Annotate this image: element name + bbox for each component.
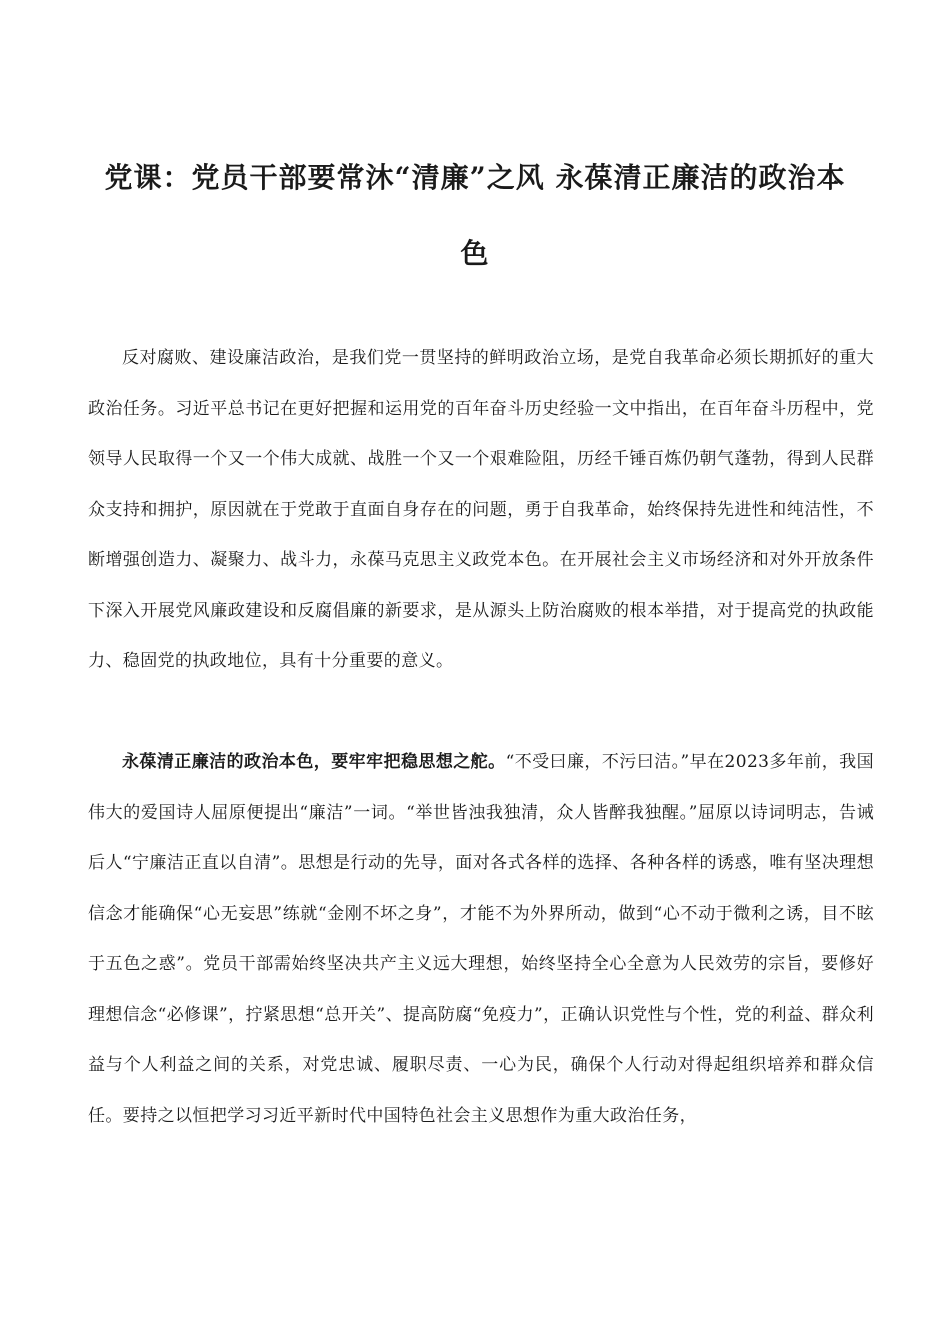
document-title-continuation: 色 [460, 237, 490, 270]
body-paragraph-2 [88, 737, 874, 1141]
document-title: 党课：党员干部要常沐“清廉”之风 永葆清正廉洁的政治本 [104, 161, 846, 194]
body-paragraph-1: 反对腐败、建设廉洁政治，是我们党一贯坚持的鲜明政治立场，是党自我革命必须长期抓好的重大政治任务。习近平总书记在更好把握和运用党的百年奋斗历史经验一文中指出，在百年奋斗历程中，党领导人民取得一个又一个伟大成就、战胜一个又一个艰难险阻，历经千锤百炼仍朝气蓬勃，得到人民群众支持和拥护，原因就在于党敢于直面自身存在的问题，勇于自我革命，始终保持先进性和纯洁性，不断增强创造力、凝聚力、战斗力，永葆马克思主义政党本色。在开展社会主义市场经济和对外开放条件下深入开展党风廉政建设和反腐倡廉的新要求，是从源头上防治腐败的根本举措，对于提高党的执政能力、稳固党的执政地位，具有十分重要的意义。 [88, 348, 874, 671]
paragraph-2-bold-lead: 永葆清正廉洁的政治本色，要牢牢把稳思想之舵。 [122, 752, 506, 772]
paragraph-2-body: “不受曰廉，不污曰洁。”早在2023多年前，我国伟大的爱国诗人屈原便提出“廉洁”一词。“举世皆浊我独清，众人皆醉我独醒。”屈原以诗词明志，告诫后人“宁廉洁正直以自清”。思想是行动的先导，面对各式各样的选择、各种各样的诱惑，唯有坚决理想信念才能确保“心无妄思”练就“金刚不坏之身”，才能不为外界所动，做到“心不动于微利之诱，目不眩于五色之惑”。党员干部需始终坚决共产主义远大理想，始终坚持全心全意为人民效劳的宗旨，要修好理想信念“必修课”，拧紧思想“总开关”、提高防腐“免疫力”，正确认识党性与个性，党的利益、群众利益与个人利益之间的关系，对党忠诚、履职尽责、一心为民，确保个人行动对得起组织培养和群众信任。要持之以恒把学习习近平新时代中国特色社会主义思想作为重大政治任务， [88, 752, 874, 1126]
